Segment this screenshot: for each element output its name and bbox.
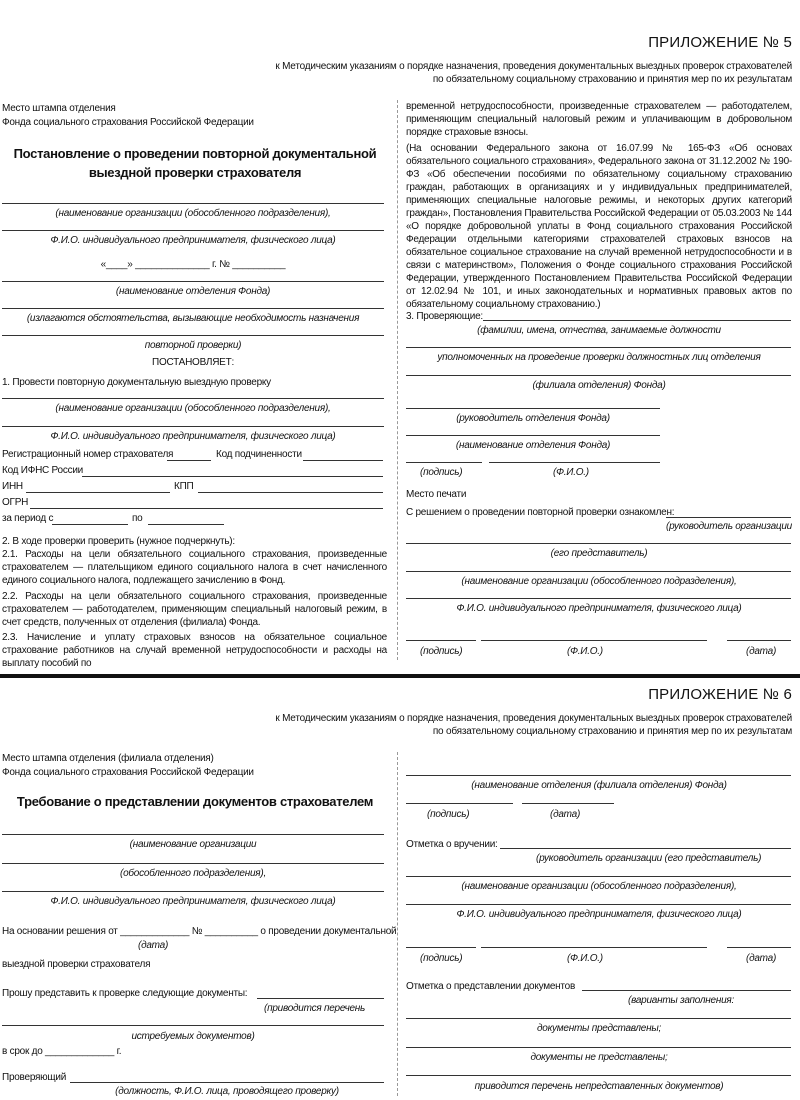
deadline-line[interactable]: в срок до _____________ г. xyxy=(2,1046,122,1057)
seal-place: Место печати xyxy=(406,489,467,500)
item-2: 2. В ходе проверки проверить (нужное подчеркнуть): xyxy=(2,536,235,547)
docs-list-line[interactable] xyxy=(406,1075,791,1076)
docs-not-line[interactable] xyxy=(406,1047,791,1048)
inn-field[interactable] xyxy=(26,492,170,493)
legal-basis: (На основании Федерального закона от 16.07.99 № 165-ФЗ «Об основах обязательного социального страхования», Федерального закона от 31.12.2002 № 190-ФЗ «Об обеспечении пособиями по обязательному социальному страхованию граждан, работающих в организациях и у индивидуальных предпринимателей, применяющих специальные налоговые режимы, и некоторых других категорий граждан», Постановления Правительства Российской Федерации от 05.03.2003 № 144 «О порядке добровольной уплаты в Фонд социального страхования Российской Федерации отдельными категориями страхователей страховых взносов на обязательное социальное страхование на случай временной нетрудоспособности и в связи с материнством», Положения о Фонде социального страхования Российской Федерации, утвержденного Постановлением Правительства Российской Федерации от 12.02.94 № 101, и иных законодательных и нормативных правовых актов по обязательному социальному страхованию.) xyxy=(406,143,792,310)
org-name-line-3[interactable] xyxy=(406,571,791,572)
ifns-field[interactable] xyxy=(82,476,383,477)
docs-mark-line[interactable] xyxy=(582,990,791,991)
inspectors-hint-1: (фамилии, имена, отчества, занимаемые должности xyxy=(477,325,721,336)
period-from-field[interactable] xyxy=(52,524,128,525)
fio-hint-4: (Ф.И.О.) xyxy=(567,646,603,657)
delivery-label: Отметка о вручении: xyxy=(406,839,498,850)
inspectors-line-2[interactable] xyxy=(406,347,791,348)
inspectors-line[interactable] xyxy=(483,320,791,321)
inspectors-hint-2: уполномоченных на проведение проверки должностных лиц отделения xyxy=(437,352,761,363)
docs-not-hint: документы не представлены; xyxy=(530,1052,668,1063)
appendix-divider xyxy=(0,674,800,678)
stamp-place: Место штампа отделения xyxy=(2,103,116,114)
stamp-place-2: Место штампа отделения (филиала отделения) xyxy=(2,753,214,764)
delivery-sign-hint: (подпись) xyxy=(420,953,463,964)
request-line-2[interactable] xyxy=(2,1025,384,1026)
delivery-sign-line[interactable] xyxy=(406,947,476,948)
org-name-hint-2: (наименование организации (обособленного подразделения), xyxy=(55,403,331,414)
period-to-label: по xyxy=(132,513,143,524)
appendix-6-ref-line1: к Методическим указаниям о порядке назначения, проведения документальных выездных проверок страхователей xyxy=(275,713,792,724)
delivery-org-hint: (наименование организации (обособленного подразделения), xyxy=(461,881,737,892)
column-separator xyxy=(397,100,398,660)
resolution-title xyxy=(0,144,390,182)
appendix-5-ref-line1: к Методическим указаниям о порядке назначения, проведения документальных выездных проверок страхователей xyxy=(275,61,792,72)
req-org-hint: (наименование организации xyxy=(129,839,257,850)
period-from-label: за период с xyxy=(2,513,54,524)
ifns-label: Код ИФНС России xyxy=(2,465,84,476)
kpp-field[interactable] xyxy=(198,492,383,493)
appendix-5-reference xyxy=(275,60,792,86)
delivery-fio-sign-hint: (Ф.И.О.) xyxy=(567,953,603,964)
fio-line-4[interactable] xyxy=(481,640,707,641)
fund-branch-line[interactable] xyxy=(2,281,384,282)
reg-number-field[interactable] xyxy=(167,460,211,461)
fio-line-2[interactable] xyxy=(2,426,384,427)
delivery-fio-line[interactable] xyxy=(406,904,791,905)
decrees-heading: ПОСТАНОВЛЯЕТ: xyxy=(152,357,234,368)
delivery-org-line[interactable] xyxy=(406,876,791,877)
circumstances-line-2[interactable] xyxy=(2,335,384,336)
date-hint: (дата) xyxy=(746,646,777,657)
basis-date-hint: (дата) xyxy=(138,940,169,951)
resolution-title-line1: Постановление о проведении повторной документальной xyxy=(13,146,377,161)
delivery-date-hint: (дата) xyxy=(746,953,777,964)
acquainted-label: С решением о проведении повторной проверки ознакомлен: xyxy=(406,507,675,518)
date-line[interactable] xyxy=(727,640,791,641)
sub-code-field[interactable] xyxy=(303,460,383,461)
sub-code-label: Код подчиненности xyxy=(216,449,302,460)
ogrn-field[interactable] xyxy=(30,508,383,509)
org-name-line-2[interactable] xyxy=(2,398,384,399)
fio-hint-3: Ф.И.О. индивидуального предпринимателя, физического лица) xyxy=(456,603,742,614)
delivery-org-head-hint: (руководитель организации (его представитель) xyxy=(536,853,762,864)
repeat-check-hint: повторной проверки) xyxy=(144,340,242,351)
variants-hint: (варианты заполнения: xyxy=(628,995,735,1006)
kpp-label: КПП xyxy=(174,481,194,492)
acquainted-line[interactable] xyxy=(666,517,791,518)
docs-list-hint: приводится перечень непредставленных документов) xyxy=(474,1081,724,1092)
appendix-5-title: ПРИЛОЖЕНИЕ № 5 xyxy=(648,34,792,51)
req-sign-hint: (подпись) xyxy=(427,809,470,820)
request-line[interactable] xyxy=(257,998,384,999)
fio-sign-hint: (Ф.И.О.) xyxy=(553,467,589,478)
item-2-1[interactable]: 2.1. Расходы на цели обязательного социального страхования, произведенные страхователем — плательщиком единого социального налога в счет начисленного единого социального налога, подлежащего зачислению в Фонд. xyxy=(2,549,387,586)
delivery-fio-sign-line[interactable] xyxy=(481,947,707,948)
delivery-fio-hint: Ф.И.О. индивидуального предпринимателя, физического лица) xyxy=(456,909,742,920)
item-3: 3. Проверяющие: xyxy=(406,311,483,322)
onsite-check-label: выездной проверки страхователя xyxy=(2,959,151,970)
item-1: 1. Провести повторную документальную выездную проверку xyxy=(2,377,271,388)
column-separator-2 xyxy=(397,752,398,1096)
fund-branch-hint: (наименование отделения Фонда) xyxy=(115,286,271,297)
period-to-field[interactable] xyxy=(148,524,224,525)
req-separate-line[interactable] xyxy=(2,863,384,864)
fund-branch-line-2[interactable] xyxy=(406,775,791,776)
inspector-label: Проверяющий xyxy=(2,1072,67,1083)
delivery-line[interactable] xyxy=(500,848,791,849)
fund-name-line[interactable] xyxy=(406,435,660,436)
req-fio-hint: Ф.И.О. индивидуального предпринимателя, физического лица) xyxy=(50,896,336,907)
ogrn-label: ОГРН xyxy=(2,497,29,508)
org-name-hint-3: (наименование организации (обособленного подразделения), xyxy=(461,576,737,587)
inspector-hint: (должность, Ф.И.О. лица, проводящего проверку) xyxy=(115,1086,339,1097)
item-2-3[interactable]: 2.3. Начисление и уплату страховых взносов на обязательное социальное страхование работников на случай временной нетрудоспособности и расходы на выплату пособий по xyxy=(2,632,387,669)
stamp-fund-2: Фонда социального страхования Российской Федерации xyxy=(2,767,254,778)
org-name-line[interactable] xyxy=(2,203,384,204)
request-label: Прошу представить к проверке следующие документы: xyxy=(2,988,248,999)
request-list-hint-2: истребуемых документов) xyxy=(131,1031,255,1042)
req-org-line[interactable] xyxy=(2,834,384,835)
item-2-3-continued: временной нетрудоспособности, произведенные страхователем — работодателем, применяющим специальный налоговый режим и уплачивающим в добровольном порядке страховые взносы. xyxy=(406,101,792,138)
fio-sign-line[interactable] xyxy=(489,462,660,463)
signature-hint-2: (подпись) xyxy=(420,646,463,657)
representative-line[interactable] xyxy=(406,543,791,544)
item-2-2[interactable]: 2.2. Расходы на цели обязательного социального страхования, произведенные страхователем — работодателем, применяющим специальный налоговый режим, в счет средств, полученных от отделения (филиала) Фонда. xyxy=(2,591,387,628)
fund-branch-hint-2: (наименование отделения (филиала отделения) Фонда) xyxy=(471,780,727,791)
appendix-6-title: ПРИЛОЖЕНИЕ № 6 xyxy=(648,686,792,703)
docs-given-hint: документы представлены; xyxy=(537,1023,661,1034)
req-date-line[interactable] xyxy=(522,803,614,804)
circumstances-hint: (излагаются обстоятельства, вызывающие необходимость назначения xyxy=(26,313,360,324)
fund-head-line[interactable] xyxy=(406,408,660,409)
fio-hint: Ф.И.О. индивидуального предпринимателя, физического лица) xyxy=(50,235,336,246)
req-date-hint: (дата) xyxy=(550,809,581,820)
inspector-line[interactable] xyxy=(70,1082,384,1083)
stamp-fund: Фонда социального страхования Российской Федерации xyxy=(2,117,254,128)
inspectors-hint-3: (филиала отделения) Фонда) xyxy=(532,380,666,391)
basis-line[interactable]: На основании решения от _____________ № __________ о проведении документальной xyxy=(2,926,397,937)
signature-line-2[interactable] xyxy=(406,640,476,641)
fio-hint-2: Ф.И.О. индивидуального предпринимателя, физического лица) xyxy=(50,431,336,442)
org-name-hint: (наименование организации (обособленного подразделения), xyxy=(55,208,331,219)
signature-line[interactable] xyxy=(406,462,482,463)
org-head-hint: (руководитель организации xyxy=(666,521,792,532)
appendix-6-ref-line2: по обязательному социальному страхованию и принятия мер по их результатам xyxy=(432,726,792,737)
docs-mark-label: Отметка о представлении документов xyxy=(406,981,576,992)
representative-hint: (его представитель) xyxy=(550,548,648,559)
request-list-hint: (приводится перечень xyxy=(264,1003,366,1014)
signature-hint: (подпись) xyxy=(420,467,463,478)
reg-number-label: Регистрационный номер страхователя xyxy=(2,449,174,460)
fund-name-hint: (наименование отделения Фонда) xyxy=(455,440,611,451)
inspectors-line-3[interactable] xyxy=(406,375,791,376)
inn-label: ИНН xyxy=(2,481,23,492)
req-fio-line[interactable] xyxy=(2,891,384,892)
resolution-date-number[interactable]: «____» ______________ г. № __________ xyxy=(100,259,286,270)
fund-head-hint: (руководитель отделения Фонда) xyxy=(456,413,610,424)
delivery-date-line[interactable] xyxy=(727,947,791,948)
appendix-5-ref-line2: по обязательному социальному страхованию и принятия мер по их результатам xyxy=(432,74,792,85)
circumstances-line[interactable] xyxy=(2,308,384,309)
appendix-6-reference xyxy=(275,712,792,738)
docs-given-line[interactable] xyxy=(406,1018,791,1019)
req-separate-hint: (обособленного подразделения), xyxy=(120,868,266,879)
requirement-title: Требование о представлении документов страхователем xyxy=(16,794,374,809)
fio-line-3[interactable] xyxy=(406,598,791,599)
resolution-title-line2: выездной проверки страхователя xyxy=(88,165,302,180)
req-sign-line[interactable] xyxy=(406,803,513,804)
fio-line[interactable] xyxy=(2,230,384,231)
